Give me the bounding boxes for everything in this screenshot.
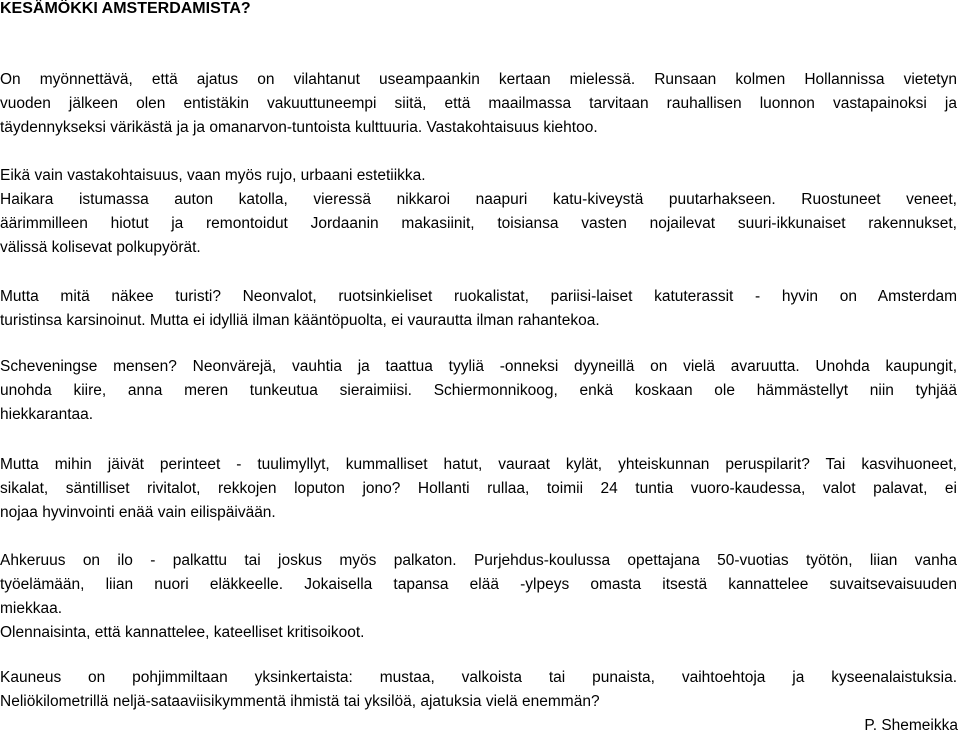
paragraph-line: Eikä vain vastakohtaisuus, vaan myös rujo, urbaani estetiikka. xyxy=(0,167,426,184)
paragraph-7 xyxy=(0,666,957,714)
paragraph-line: työelämään, liian nuori eläkkeelle. Jokaisella tapansa elää -ylpeys omasta itsestä kannattelee suvaitsevaisuuden xyxy=(0,576,957,593)
signature: P. Shemeikka xyxy=(864,717,958,734)
paragraph-1 xyxy=(0,68,957,140)
paragraph-2 xyxy=(0,164,957,260)
paragraph-line: miekkaa. xyxy=(0,600,63,617)
paragraph-line: turistinsa karsinoinut. Mutta ei idylliä ilman kääntöpuolta, ei vaurautta ilman rahantekoa. xyxy=(0,312,600,329)
paragraph-line: On myönnettävä, että ajatus on vilahtanut useampaankin kertaan mielessä. Runsaan kolmen Hollannissa vietetyn xyxy=(0,71,957,88)
paragraph-line: Kauneus on pohjimmiltaan yksinkertaista: mustaa, valkoista tai punaista, vaihtoehtoja ja kyseenalaistuksia. xyxy=(0,669,957,686)
paragraph-line: vuoden jälkeen olen entistäkin vakuuttuneempi siitä, että maailmassa tarvitaan rauhallisen luonnon vastapainoksi ja xyxy=(0,95,957,112)
paragraph-line: Haikara istumassa auton katolla, vieressä nikkaroi naapuri katu-kiveystä puutarhakseen. Ruostuneet veneet, xyxy=(0,191,957,208)
paragraph-line: täydennykseksi värikästä ja ja omanarvon-tuntoista kulttuuria. Vastakohtaisuus kiehtoo. xyxy=(0,119,598,136)
paragraph-3 xyxy=(0,285,957,333)
paragraph-line: välissä kolisevat polkupyörät. xyxy=(0,239,201,256)
paragraph-line: hiekkarantaa. xyxy=(0,406,94,423)
paragraph-line: unohda kiire, anna meren tunkeutua sieraimiisi. Schiermonnikoog, enkä koskaan ole hämmästellyt niin tyhjää xyxy=(0,382,957,399)
paragraph-4 xyxy=(0,355,957,427)
paragraph-line: nojaa hyvinvointi enää vain eilispäivään. xyxy=(0,504,276,521)
paragraph-line: Neliökilometrillä neljä-sataaviisikymmentä ihmistä tai yksilöä, ajatuksia vielä enemmän? xyxy=(0,693,600,710)
document-title: KESÄMÖKKI AMSTERDAMISTA? xyxy=(0,0,251,17)
paragraph-6 xyxy=(0,549,957,645)
paragraph-5 xyxy=(0,453,957,525)
paragraph-line: äärimmilleen hiotut ja remontoidut Jordaanin makasiinit, toisiansa vasten nojailevat suuri-ikkunaiset rakennukset, xyxy=(0,215,957,232)
paragraph-line: Mutta mitä näkee turisti? Neonvalot, ruotsinkieliset ruokalistat, pariisi-laiset katuterassit - hyvin on Amsterdam xyxy=(0,288,957,305)
paragraph-line: sikalat, säntilliset rivitalot, rekkojen loputon jono? Hollanti rullaa, toimii 24 tuntia vuoro-kaudessa, valot palavat, ei xyxy=(0,480,957,497)
paragraph-line: Mutta mihin jäivät perinteet - tuulimyllyt, kummalliset hatut, vauraat kylät, yhteiskunnan peruspilarit? Tai kasvihuoneet, xyxy=(0,456,957,473)
paragraph-line: Olennaisinta, että kannattelee, kateelliset kritisoikoot. xyxy=(0,624,365,641)
paragraph-line: Ahkeruus on ilo - palkattu tai joskus myös palkaton. Purjehdus-koulussa opettajana 50-vuotias työtön, liian vanha xyxy=(0,552,957,569)
paragraph-line: Scheveningse mensen? Neonvärejä, vauhtia ja taattua tyyliä -onneksi dyyneillä on vielä avaruutta. Unohda kaupungit, xyxy=(0,358,957,375)
